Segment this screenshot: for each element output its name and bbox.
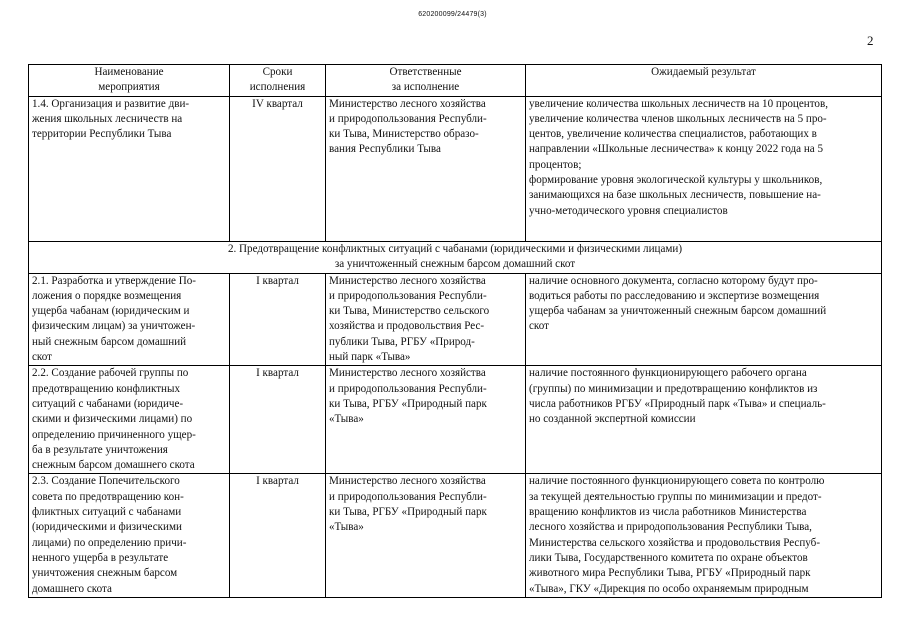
row-term-cell: I квартал [230,474,326,597]
table-header-row [29,65,882,97]
document-id: 620200099/24479(3) [418,11,487,18]
row-responsible-cell: Министерство лесного хозяйства и природопользования Республи- ки Тыва, Министерство образо- вания Республики Тыва [326,96,526,241]
row-term-cell: I квартал [230,366,326,474]
row-result-cell: наличие постоянного функционирующего совета по контролю за текущей деятельностью группы по минимизации и предот- вращению конфликтов из числа работников Министерства лесного хозяйства и природопользования Республики Тыва, Министерства сельского хозяйства и продовольствия Респуб- лики Тыва, Государственного комитета по охране объектов животного мира Республики Тыва, РГБУ «Природный парк «Тыва», ГКУ «Дирекция по особо охраняемым природным [526,474,882,597]
row-result-cell: наличие постоянного функционирующего рабочего органа (группы) по минимизации и предотвращению конфликтов из числа работников РГБУ «Природный парк «Тыва» и специаль- но созданной экспертной комиссии [526,366,882,474]
column-header-term: Сроки исполнения [230,65,326,97]
column-header-responsible: Ответственные за исполнение [326,65,526,97]
row-responsible-cell: Министерство лесного хозяйства и природопользования Республи- ки Тыва, Министерство сельского хозяйства и продовольствия Рес- публики Тыва, РГБУ «Природ- ный парк «Тыва» [326,273,526,366]
row-result-cell: наличие основного документа, согласно которому будут про- водиться работы по расследованию и экспертизе возмещения ущерба чабанам за уничтоженный снежным барсом домашний скот [526,273,882,366]
table-row [29,96,882,241]
table-row [29,474,882,597]
table-row [29,273,882,366]
row-term-cell: IV квартал [230,96,326,241]
table-row [29,366,882,474]
page-number: 2 [867,33,874,48]
section-heading: 2. Предотвращение конфликтных ситуаций с чабанами (юридическими и физическими лицами) за уничтоженный снежным барсом домашний скот [29,241,882,273]
row-term-cell: I квартал [230,273,326,366]
row-name-cell: 2.2. Создание рабочей группы по предотвращению конфликтных ситуаций с чабанами (юридиче- скими и физическими лицами) по определению причиненного ущер- ба в результате уничтожения снежным барсом домашнего скота [29,366,230,474]
row-responsible-cell: Министерство лесного хозяйства и природопользования Республи- ки Тыва, РГБУ «Природный парк «Тыва» [326,474,526,597]
column-header-name: Наименование мероприятия [29,65,230,97]
row-result-cell: увеличение количества школьных лесничеств на 10 процентов, увеличение количества членов школьных лесничеств на 5 про- центов, увеличение количества специалистов, работающих в направлении «Школьные лесничества» к концу 2022 года на 5 процентов; формирование уровня экологической культуры у школьников, занимающихся на базе школьных лесничеств, повышение на- учно-методического уровня специалистов [526,96,882,241]
measures-table [28,64,882,598]
row-name-cell: 1.4. Организация и развитие дви- жения школьных лесничеств на территории Республики Тыва [29,96,230,241]
row-name-cell: 2.3. Создание Попечительского совета по предотвращению кон- фликтных ситуаций с чабанами (юридическими и физическими лицами) по определению причи- ненного ущерба в результате уничтожения снежным барсом домашнего скота [29,474,230,597]
row-responsible-cell: Министерство лесного хозяйства и природопользования Республи- ки Тыва, РГБУ «Природный парк «Тыва» [326,366,526,474]
column-header-result: Ожидаемый результат [526,65,882,97]
row-name-cell: 2.1. Разработка и утверждение По- ложения о порядке возмещения ущерба чабанам (юридическим и физическим лицам) за уничтожен- ный снежным барсом домашний скот [29,273,230,366]
section-heading-row [29,241,882,273]
